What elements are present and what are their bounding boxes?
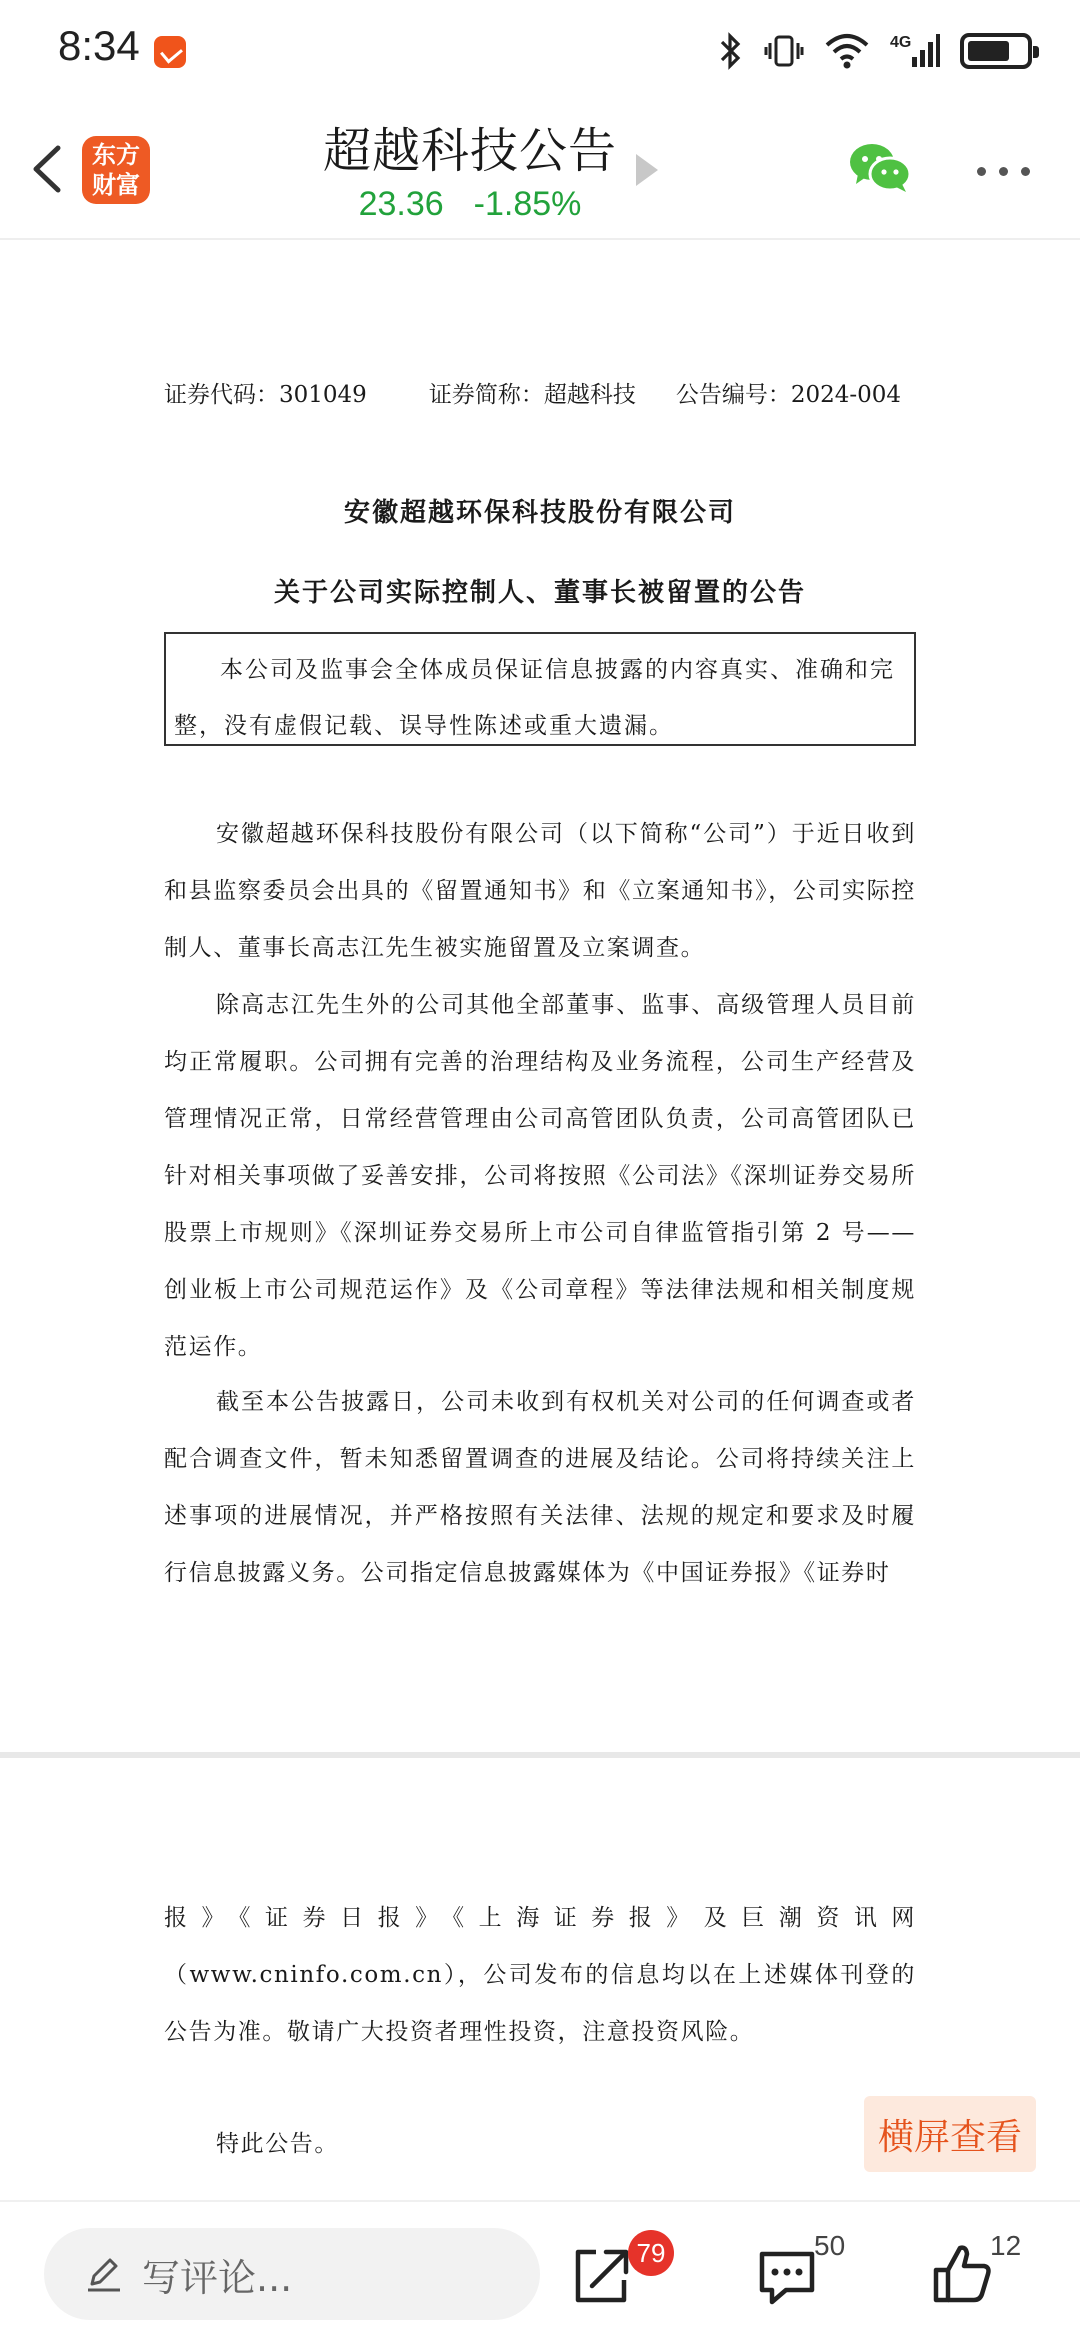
bluetooth-icon	[718, 31, 744, 71]
paragraph-2: 除高志江先生外的公司其他全部董事、监事、高级管理人员目前均正常履职。公司拥有完善的治理结构及业务流程，公司生产经营及管理情况正常，日常经营管理由公司高管团队负责，公司高管团队已针对相关事项做了妥善安排，公司将按照《公司法》《深圳证券交易所股票上市规则》《深圳证券交易所上市公司自律监管指引第 2 号——创业板上市公司规范运作》及《公司章程》等法律法规和相关制度规范运作。	[164, 992, 916, 1360]
more-dot-icon	[999, 167, 1008, 176]
landscape-view-button[interactable]: 横屏查看	[864, 2096, 1036, 2172]
page-title: 超越科技公告	[322, 123, 617, 179]
security-short-name: 证券简称：超越科技	[428, 382, 636, 408]
title-block[interactable]	[240, 112, 700, 224]
comments-button[interactable]	[756, 2246, 818, 2306]
4g-signal-icon	[890, 31, 940, 71]
back-button[interactable]	[16, 130, 88, 208]
closing-line: 特此公告。	[216, 2131, 339, 2157]
comments-count: 50	[814, 2230, 846, 2261]
notice-meta	[164, 376, 901, 409]
network-label: 4G	[890, 34, 912, 51]
header	[0, 100, 1080, 240]
likes-count: 12	[990, 2230, 1022, 2261]
page-divider	[0, 1752, 1080, 1758]
notice-number: 公告编号：2024-004	[675, 382, 902, 408]
battery-icon	[960, 33, 1032, 69]
wifi-icon	[824, 31, 870, 71]
notice-title: 关于公司实际控制人、董事长被留置的公告	[273, 578, 806, 608]
vibrate-icon	[764, 31, 804, 71]
play-icon[interactable]	[636, 154, 658, 186]
logo-line2: 财富	[92, 171, 140, 199]
price-row	[240, 185, 700, 224]
price-change: -1.85%	[473, 185, 582, 223]
status-bar	[0, 0, 1080, 100]
app-notification-icon	[154, 36, 186, 68]
more-dot-icon	[977, 167, 986, 176]
more-options-button[interactable]	[970, 156, 1036, 186]
paragraph-1: 安徽超越环保科技股份有限公司（以下简称“公司”）于近日收到和县监察委员会出具的《留置通知书》和《立案通知书》，公司实际控制人、董事长高志江先生被实施留置及立案调查。	[164, 821, 916, 961]
like-button[interactable]	[932, 2242, 994, 2306]
bottom-bar	[0, 2200, 1080, 2342]
stock-price: 23.36	[358, 185, 444, 223]
pencil-icon	[84, 2254, 124, 2294]
eastmoney-logo[interactable]	[82, 136, 150, 204]
comment-input[interactable]	[44, 2228, 540, 2320]
logo-line1: 东方	[92, 141, 140, 169]
comment-bubble-icon	[756, 2246, 818, 2306]
wechat-share-icon[interactable]	[848, 140, 912, 196]
security-code: 证券代码：301049	[164, 382, 367, 408]
share-button[interactable]	[572, 2244, 632, 2306]
comment-placeholder: 写评论...	[142, 2255, 293, 2300]
back-arrow-icon	[16, 130, 88, 208]
paragraph-4: 报》《证券日报》《上海证券报》及巨潮资讯网（www.cninfo.com.cn），公司发布的信息均以在上述媒体刊登的公告为准。敬请广大投资者理性投资，注意投资风险。	[164, 1905, 916, 2045]
statement-box: 本公司及监事会全体成员保证信息披露的内容真实、准确和完整，没有虚假记载、误导性陈述或重大遗漏。	[164, 632, 916, 746]
share-count-badge: 79	[628, 2230, 674, 2276]
paragraph-3: 截至本公告披露日，公司未收到有权机关对公司的任何调查或者配合调查文件，暂未知悉留置调查的进展及结论。公司将持续关注上述事项的进展情况，并严格按照有关法律、法规的规定和要求及时履行信息披露义务。公司指定信息披露媒体为《中国证券报》《证券时	[164, 1389, 916, 1586]
more-dot-icon	[1021, 167, 1030, 176]
status-icons	[718, 28, 1032, 74]
company-title: 安徽超越环保科技股份有限公司	[343, 498, 736, 528]
status-time: 8:34	[58, 22, 140, 69]
thumbs-up-icon	[932, 2242, 994, 2306]
share-icon	[572, 2244, 632, 2306]
